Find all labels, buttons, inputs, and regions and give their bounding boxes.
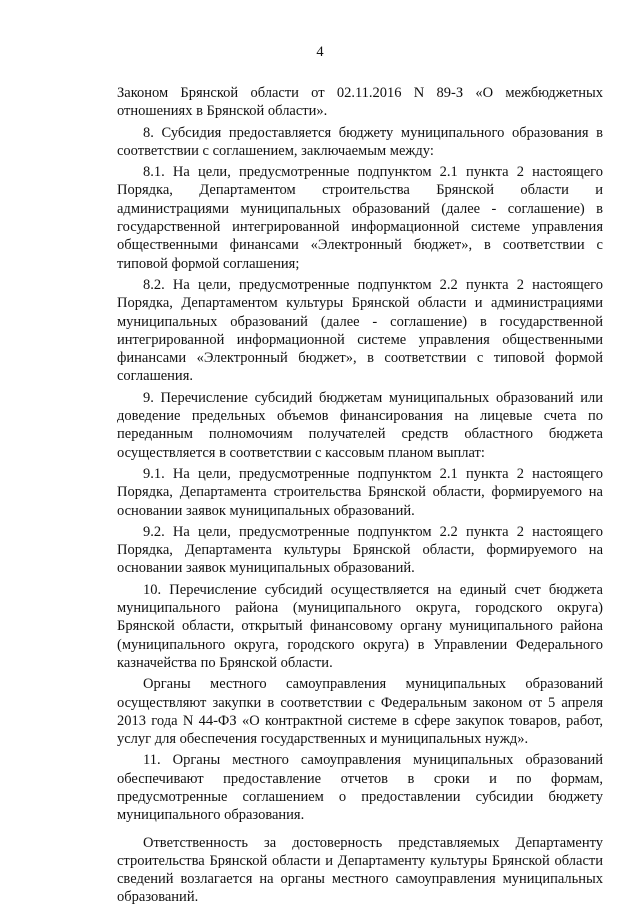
page-number: 4 <box>316 44 324 60</box>
paragraph-9-2: 9.2. На цели, предусмотренные подпунктом 2.2 пункта 2 настоящего Порядка, Департамента культуры Брянской области, формируемого на основании заявок муниципальных образований. <box>117 523 603 577</box>
paragraph-9: 9. Перечисление субсидий бюджетам муниципальных образований или доведение предельных объемов финансирования на лицевые счета по переданным полномочиям получателей средств областного бюджета осуществляется в соответствии с кассовым планом выплат: <box>117 389 603 461</box>
paragraph-8-1: 8.1. На цели, предусмотренные подпунктом 2.1 пункта 2 настоящего Порядка, Департаментом строительства Брянской области и администрациями муниципальных образований (далее - соглашение) в государственной интегрированной информационной системе управления общественными финансами «Электронный бюджет», в соответствии с типовой формой соглашения; <box>117 164 603 272</box>
paragraph-procurement: Органы местного самоуправления муниципальных образований осуществляют закупки в соответствии с Федеральным законом от 5 апреля 2013 года N 44-ФЗ «О контрактной системе в сфере закупок товаров, работ, услуг для обеспечения государственных и муниципальных нужд». <box>117 676 603 748</box>
document-body <box>117 84 603 907</box>
paragraph-8-2: 8.2. На цели, предусмотренные подпунктом 2.2 пункта 2 настоящего Порядка, Департаментом культуры Брянской области и администрациями муниципальных образований (далее - соглашение) в государственной интегрированной информационной системе управления общественными финансами «Электронный бюджет», в соответствии с типовой формой соглашения. <box>117 276 603 385</box>
paragraph-responsibility: Ответственность за достоверность представляемых Департаменту строительства Брянской области и Департаменту культуры Брянской области сведений возлагается на органы местного самоуправления муниципальных образований. <box>117 834 603 906</box>
paragraph-9-1: 9.1. На цели, предусмотренные подпунктом 2.1 пункта 2 настоящего Порядка, Департамента строительства Брянской области, формируемого на основании заявок муниципальных образований. <box>117 465 603 519</box>
paragraph-11: 11. Органы местного самоуправления муниципальных образований обеспечивают предоставление отчетов в сроки и по формам, предусмотренные соглашением о предоставлении субсидии бюджету муниципального образования. <box>117 752 603 824</box>
paragraph-8: 8. Субсидия предоставляется бюджету муниципального образования в соответствии с соглашением, заключаемым между: <box>117 124 603 159</box>
paragraph-law-reference: Законом Брянской области от 02.11.2016 N 89-З «О межбюджетных отношениях в Брянской области». <box>117 85 603 120</box>
paragraph-10: 10. Перечисление субсидий осуществляется на единый счет бюджета муниципального района (муниципального округа, городского округа) Брянской области, открытый финансовому органу муниципального района (муниципального округа, городского округа) в Управлении Федерального казначейства по Брянской области. <box>117 581 603 671</box>
